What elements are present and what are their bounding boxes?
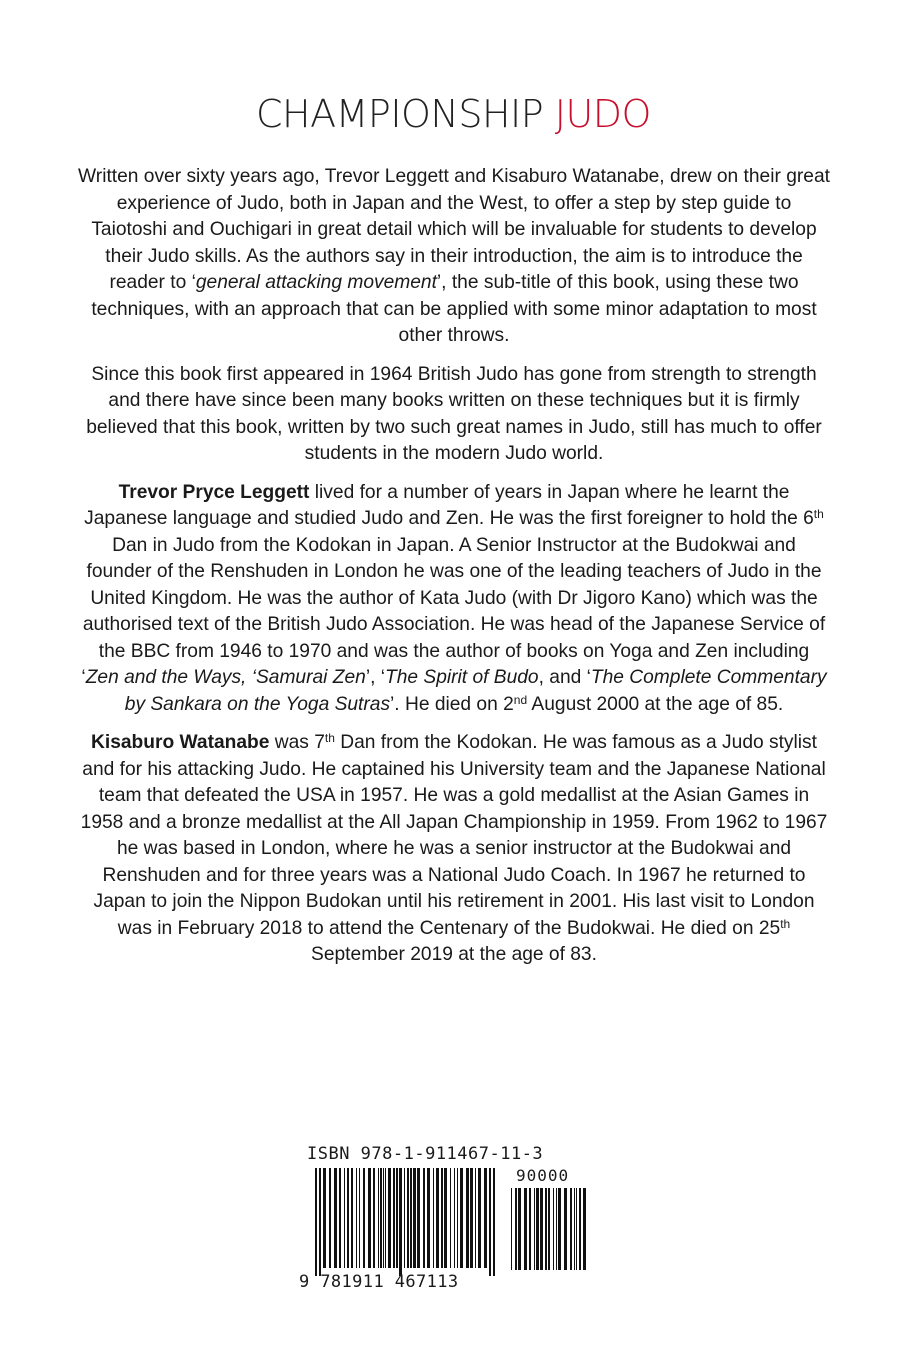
barcode-addon-bar: [536, 1188, 539, 1270]
barcode-addon-bar: [579, 1188, 581, 1270]
barcode-addon-bar: [529, 1188, 531, 1270]
barcode-bar: [404, 1168, 405, 1268]
barcode-addon-bar: [576, 1188, 577, 1270]
author-name-leggett: Trevor Pryce Leggett: [118, 481, 310, 503]
barcode-bar: [436, 1168, 439, 1268]
barcode-addon-bar: [574, 1188, 575, 1270]
barcode-addon-bar: [524, 1188, 527, 1270]
barcode-bar: [393, 1168, 395, 1268]
barcode-bar: [373, 1168, 375, 1268]
barcode-bar: [457, 1168, 458, 1268]
barcode-addon-bar: [511, 1188, 512, 1270]
barcode-guard-bar: [489, 1168, 491, 1276]
isbn-label: ISBN 978-1-911467-11-3: [307, 1144, 544, 1164]
barcode-bar: [444, 1168, 447, 1268]
book-title: [0, 92, 907, 136]
barcode-addon-bar: [540, 1188, 543, 1270]
barcode-bar: [407, 1168, 409, 1268]
barcode-bar: [329, 1168, 331, 1268]
barcode-bar: [334, 1168, 337, 1268]
paragraph-history: Since this book first appeared in 1964 British Judo has gone from strength to strength and there have since been many books written on these techniques but it is firmly believed that this book, written by two such great names in Judo, still has much to offer students in the modern Judo world.: [86, 363, 822, 464]
barcode-addon-bar: [570, 1188, 572, 1270]
paragraph-intro: Written over sixty years ago, Trevor Leggett and Kisaburo Watanabe, drew on their great experience of Judo, both in Japan and the West, to offer a step by step guide to Taiotoshi and Ouchigari in great detail which will be invaluable for students to develop their Judo skills. As the authors say in their introduction, the aim is to introduce the reader to ‘general attacking movement’, the sub-title of this book, using these two techniques, with an approach that can be applied with some minor adaptation to most other throws.: [78, 166, 830, 346]
isbn-barcode: [299, 1144, 599, 1296]
barcode-digits: 9 781911 467113: [299, 1272, 459, 1292]
paragraph-leggett-bio: Trevor Pryce Leggett lived for a number of years in Japan where he learnt the Japanese language and studied Judo and Zen. He was the first foreigner to hold the 6th Dan in Judo from the Kodokan in Japan. A Senior Instructor at the Budokwai and founder of the Renshuden in London he was one of the leading teachers of Judo in the United Kingdom. He was the author of Kata Judo (with Dr Jigoro Kano) which was the authorised text of the British Judo Association. He was head of the Japanese Service of the BBC from 1946 to 1970 and was the author of books on Yoga and Zen including ‘Zen and the Ways, ‘Samurai Zen’, ‘The Spirit of Budo, and ‘The Complete Commentary by Sankara on the Yoga Sutras’. He died on 2nd August 2000 at the age of 85.: [81, 481, 827, 715]
barcode-bar: [423, 1168, 425, 1268]
barcode-bar: [383, 1168, 384, 1268]
barcode-bar: [433, 1168, 434, 1268]
author-name-watanabe: Kisaburo Watanabe: [91, 732, 270, 753]
barcode-bar: [368, 1168, 371, 1268]
barcode-bar: [450, 1168, 451, 1268]
paragraph-watanabe-bio: Kisaburo Watanabe was 7th Dan from the Kodokan. He was famous as a Judo stylist and for his attacking Judo. He captained his University team and the Japanese National team that defeated the USA in 1957. He was a gold medallist at the Asian Games in 1958 and a bronze medallist at the All Japan Championship in 1959. From 1962 to 1967 he was based in London, where he was a senior instructor at the Budokwai and Renshuden and for three years was a National Judo Coach. In 1967 he returned to Japan to join the Nippon Budokan until his retirement in 2001. His last visit to London was in February 2018 to attend the Centenary of the Budokwai. He died on 25th September 2019 at the age of 83.: [80, 731, 828, 965]
barcode-bar: [466, 1168, 469, 1268]
barcode-bar: [396, 1168, 398, 1268]
barcode-bar: [385, 1168, 386, 1268]
barcode-bar: [351, 1168, 353, 1268]
barcode-bar: [363, 1168, 365, 1268]
barcode-addon-bar: [558, 1188, 561, 1270]
barcode-addon-bar: [548, 1188, 550, 1270]
barcode-addon-bar: [564, 1188, 567, 1270]
barcode-addon-bar: [556, 1188, 557, 1270]
barcode-bar: [380, 1168, 382, 1268]
barcode-bar: [475, 1168, 476, 1268]
barcode-addon-number: 90000: [516, 1166, 570, 1185]
barcode-bar: [417, 1168, 420, 1268]
barcode-bar: [339, 1168, 341, 1268]
barcode-addon-bar: [583, 1188, 586, 1270]
barcode-bar: [413, 1168, 416, 1268]
barcode-addon-bar: [518, 1188, 521, 1270]
barcode-guard-bar: [493, 1168, 495, 1276]
title-accent: JUDO: [554, 92, 651, 136]
barcode-bar: [399, 1168, 402, 1276]
barcode-bar: [410, 1168, 412, 1268]
barcode-bar: [347, 1168, 349, 1268]
barcode-bar: [470, 1168, 473, 1268]
barcode-bar: [454, 1168, 455, 1268]
barcode-bar: [378, 1168, 379, 1268]
title-main: CHAMPIONSHIP: [256, 92, 555, 136]
barcode-guard-bar: [319, 1168, 321, 1276]
barcode-addon-bar: [515, 1188, 517, 1270]
barcode-bar: [484, 1168, 487, 1268]
barcode-bar: [478, 1168, 481, 1268]
barcode-bar: [427, 1168, 430, 1268]
barcode-bar: [441, 1168, 443, 1268]
barcode-bar: [356, 1168, 357, 1268]
barcode-addon-bar: [553, 1188, 554, 1270]
barcode-bar: [323, 1168, 326, 1268]
barcode-addon-bar: [545, 1188, 547, 1270]
barcode-addon-bar: [534, 1188, 535, 1270]
barcode-bar: [359, 1168, 360, 1268]
barcode-bar: [344, 1168, 345, 1268]
barcode-bar: [460, 1168, 463, 1268]
back-cover-text: [78, 164, 830, 981]
barcode-guard-bar: [315, 1168, 317, 1276]
barcode-bar: [388, 1168, 391, 1268]
